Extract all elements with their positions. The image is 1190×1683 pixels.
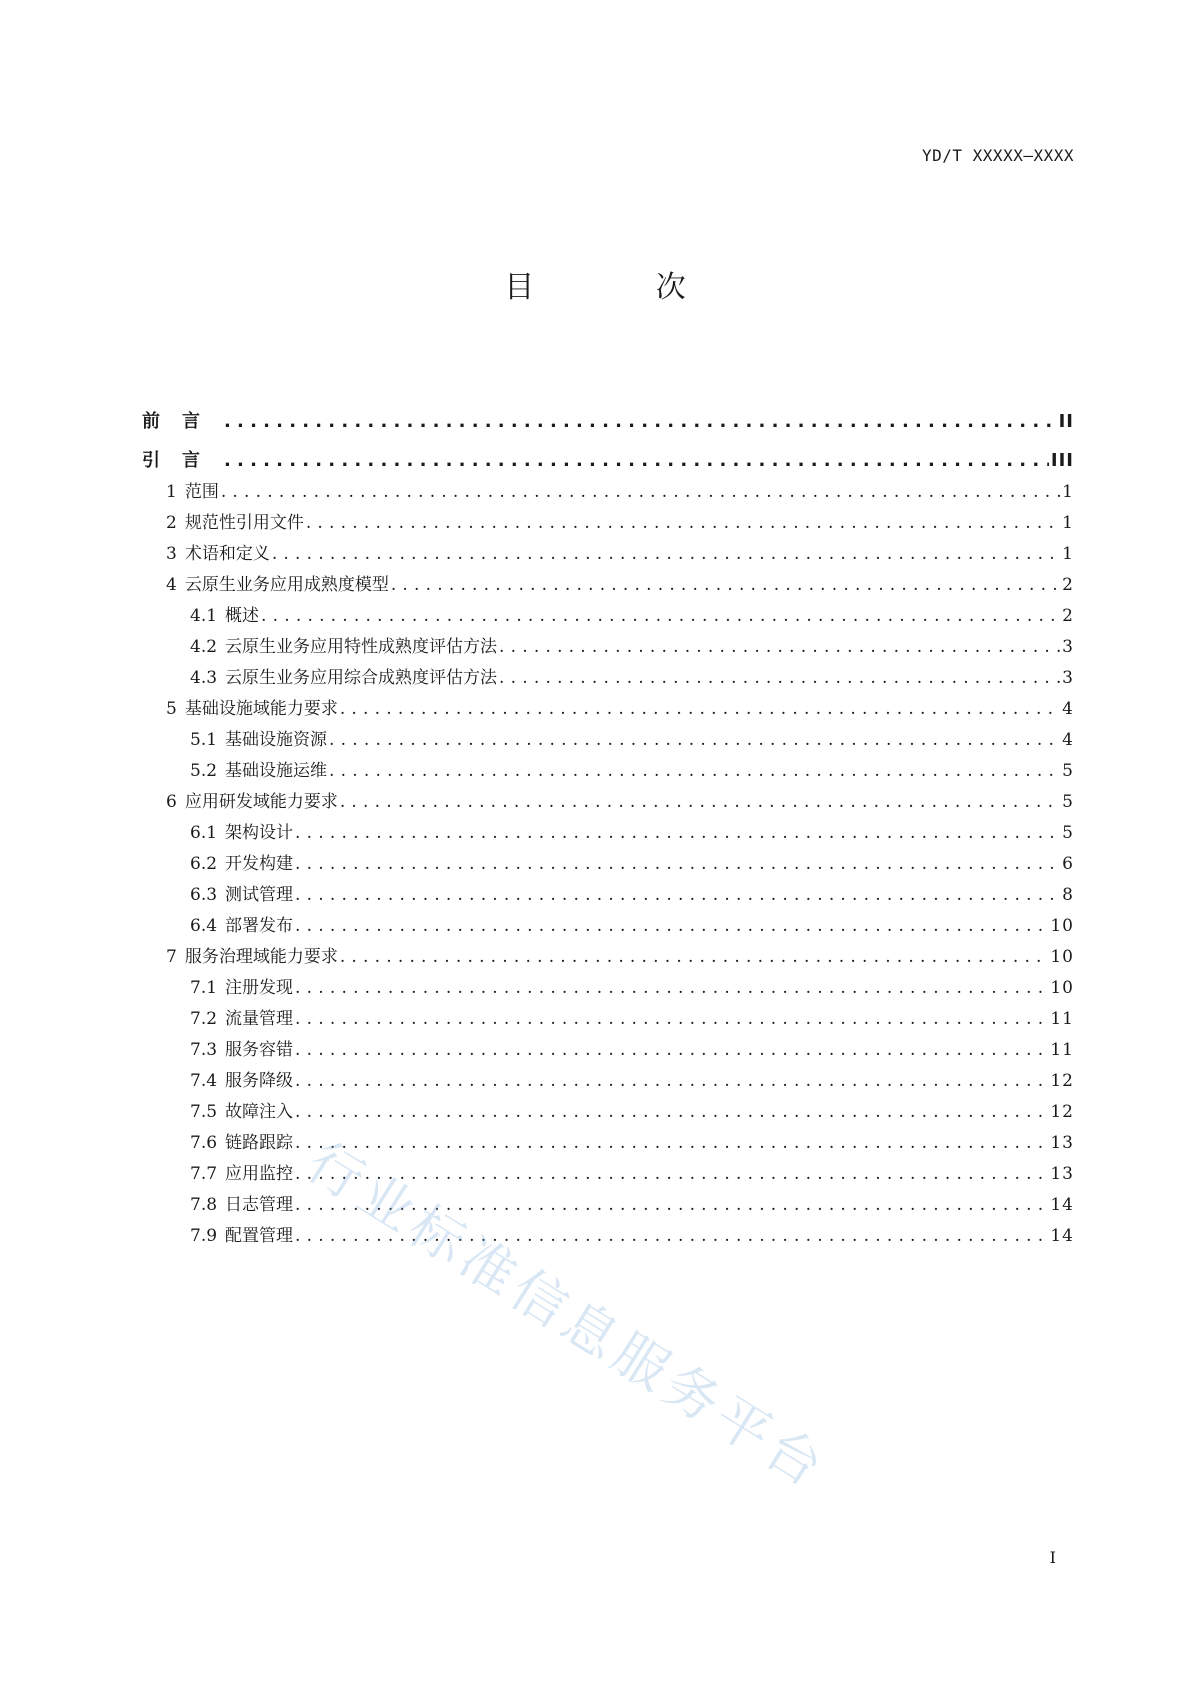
- toc-entry-page: 1: [1062, 513, 1074, 533]
- toc-entry-number: 7.7: [190, 1164, 218, 1184]
- toc-entry-number: 7.8: [190, 1195, 218, 1215]
- toc-leader-dots: [295, 1131, 1048, 1155]
- toc-entry-label: [190, 1038, 293, 1062]
- toc-entry-text: 服务容错: [225, 1040, 294, 1060]
- toc-entry-number: 7: [166, 947, 177, 967]
- toc-entry[interactable]: [142, 1217, 1074, 1248]
- toc-entry-number: 6.2: [190, 854, 218, 874]
- toc-entry-text: 部署发布: [225, 916, 294, 936]
- toc-entry-page: 4: [1062, 730, 1074, 750]
- toc-entry-text: 开发构建: [225, 854, 294, 874]
- toc-leader-dots: [499, 635, 1060, 659]
- toc-leader-dots: [329, 759, 1060, 783]
- toc-entry-label: [190, 666, 497, 690]
- toc-leader-dots: [261, 604, 1060, 628]
- toc-entry-number: 7.6: [190, 1133, 218, 1153]
- toc-entry[interactable]: [142, 1155, 1074, 1186]
- toc-entry-label: [166, 790, 338, 814]
- toc-entry-text: 架构设计: [225, 823, 294, 843]
- toc-leader-dots: [295, 883, 1060, 907]
- toc-entry[interactable]: [142, 690, 1074, 721]
- toc-entry[interactable]: [142, 1093, 1074, 1124]
- toc-entry-page: 13: [1050, 1133, 1074, 1153]
- toc-entry-number: 7.4: [190, 1071, 218, 1091]
- toc-entry-label: [190, 883, 293, 907]
- toc-entry-number: 6.1: [190, 823, 218, 843]
- toc-leader-dots: [340, 945, 1049, 969]
- toc-entry-text: 服务治理域能力要求: [184, 947, 338, 967]
- toc-entry-number: 5.1: [190, 730, 218, 750]
- toc-leader-dots: [391, 573, 1060, 597]
- toc-entry[interactable]: [142, 566, 1074, 597]
- toc-entry[interactable]: [142, 1000, 1074, 1031]
- toc-entry-label: [190, 1162, 293, 1186]
- toc-entry[interactable]: [142, 876, 1074, 907]
- toc-entry-label: [190, 852, 293, 876]
- toc-entry-text: 基础设施资源: [225, 730, 328, 750]
- toc-entry[interactable]: [142, 395, 1074, 434]
- toc-entry-text: 应用监控: [225, 1164, 294, 1184]
- toc-entry-page: III: [1050, 450, 1074, 471]
- toc-entry-text: 服务降级: [225, 1071, 294, 1091]
- toc-entry-page: 5: [1062, 792, 1074, 812]
- toc-entry-number: 7.9: [190, 1226, 218, 1246]
- toc-entry[interactable]: [142, 1124, 1074, 1155]
- toc-leader-dots: [221, 480, 1060, 504]
- toc-entry-number: 2: [166, 513, 177, 533]
- toc-entry-page: 2: [1062, 575, 1074, 595]
- toc-entry-page: 10: [1050, 916, 1074, 936]
- toc-entry[interactable]: [142, 752, 1074, 783]
- toc-leader-dots: [295, 914, 1048, 938]
- toc-entry[interactable]: [142, 535, 1074, 566]
- page-title: 目 次: [504, 270, 742, 305]
- toc-entry-number: 5: [166, 699, 177, 719]
- toc-entry-page: II: [1058, 411, 1074, 432]
- toc-entry-page: 12: [1050, 1102, 1074, 1122]
- toc-leader-dots: [499, 666, 1060, 690]
- toc-entry-label: [166, 697, 338, 721]
- toc-entry[interactable]: [142, 907, 1074, 938]
- toc-leader-dots: [295, 1007, 1048, 1031]
- toc-entry-label: [190, 1069, 293, 1093]
- toc-entry-page: 11: [1050, 1040, 1074, 1060]
- toc-entry[interactable]: [142, 938, 1074, 969]
- toc-entry-text: 概述: [225, 606, 260, 626]
- toc-entry-label: [190, 1100, 293, 1124]
- toc-entry-number: 3: [166, 544, 177, 564]
- toc-entry-number: 7.5: [190, 1102, 218, 1122]
- toc-entry-label: [190, 914, 293, 938]
- toc-entry-label: [190, 604, 259, 628]
- page-number: I: [1049, 1548, 1056, 1567]
- toc-entry-page: 5: [1062, 823, 1074, 843]
- toc-entry-page: 12: [1050, 1071, 1074, 1091]
- toc-leader-dots: [295, 976, 1048, 1000]
- document-code: YD/T XXXXX—XXXX: [922, 146, 1074, 165]
- toc-entry-label: [166, 480, 219, 504]
- toc-entry[interactable]: [142, 628, 1074, 659]
- toc-entry-label: [190, 976, 293, 1000]
- toc-entry-text: 范围: [184, 482, 219, 502]
- toc-leader-dots: [329, 728, 1060, 752]
- toc-entry-number: 4.1: [190, 606, 218, 626]
- toc-leader-dots: [295, 1193, 1048, 1217]
- toc-entry-number: 6.4: [190, 916, 218, 936]
- toc-entry[interactable]: [142, 1186, 1074, 1217]
- toc-entry-text: 配置管理: [225, 1226, 294, 1246]
- toc-entry[interactable]: [142, 597, 1074, 628]
- toc-entry-page: 2: [1062, 606, 1074, 626]
- toc-entry-text: 日志管理: [225, 1195, 294, 1215]
- toc-entry-text: 前言: [142, 411, 222, 432]
- toc-entry-page: 8: [1062, 885, 1074, 905]
- toc-leader-dots: [295, 1038, 1048, 1062]
- toc-entry[interactable]: [142, 969, 1074, 1000]
- toc-entry-label: [166, 511, 304, 535]
- toc-entry-text: 云原生业务应用综合成熟度评估方法: [225, 668, 498, 688]
- toc-leader-dots: [306, 511, 1060, 535]
- toc-entry-text: 引言: [142, 450, 222, 471]
- toc-leader-dots: [295, 1224, 1048, 1248]
- toc-entry-number: 4: [166, 575, 177, 595]
- toc-leader-dots: [340, 790, 1060, 814]
- toc-entry-page: 3: [1062, 668, 1074, 688]
- toc-entry-text: 规范性引用文件: [184, 513, 304, 533]
- toc-entry-page: 13: [1050, 1164, 1074, 1184]
- toc-entry-text: 云原生业务应用特性成熟度评估方法: [225, 637, 498, 657]
- toc-leader-dots: [295, 1162, 1048, 1186]
- toc-entry-page: 5: [1062, 761, 1074, 781]
- toc-entry-page: 11: [1050, 1009, 1074, 1029]
- toc-entry-label: [190, 821, 293, 845]
- toc-entry-page: 1: [1062, 482, 1074, 502]
- toc-leader-dots: [224, 410, 1057, 434]
- toc-entry-label: [166, 542, 270, 566]
- toc-entry-text: 注册发现: [225, 978, 294, 998]
- toc-entry-text: 基础设施域能力要求: [184, 699, 338, 719]
- toc-entry-label: [142, 410, 222, 434]
- toc-entry-page: 14: [1050, 1226, 1074, 1246]
- toc-entry-page: 4: [1062, 699, 1074, 719]
- toc-leader-dots: [340, 697, 1060, 721]
- toc-entry-number: 7.1: [190, 978, 218, 998]
- toc-entry-number: 5.2: [190, 761, 218, 781]
- toc-entry-page: 14: [1050, 1195, 1074, 1215]
- toc-entry-text: 应用研发域能力要求: [184, 792, 338, 812]
- toc-leader-dots: [272, 542, 1060, 566]
- toc-entry-label: [166, 573, 389, 597]
- toc-leader-dots: [295, 1069, 1048, 1093]
- table-of-contents: [142, 395, 1074, 1248]
- toc-entry-label: [190, 728, 327, 752]
- toc-leader-dots: [295, 1100, 1048, 1124]
- toc-entry-number: 6.3: [190, 885, 218, 905]
- toc-entry[interactable]: [142, 659, 1074, 690]
- watermark: 行业标准信息服务平台: [296, 1130, 839, 1502]
- toc-entry-text: 术语和定义: [184, 544, 270, 564]
- toc-entry-label: [190, 1007, 293, 1031]
- toc-entry[interactable]: [142, 1062, 1074, 1093]
- toc-entry-label: [190, 635, 497, 659]
- toc-entry[interactable]: [142, 434, 1074, 473]
- toc-entry-text: 故障注入: [225, 1102, 294, 1122]
- toc-entry-text: 测试管理: [225, 885, 294, 905]
- toc-entry-label: [166, 945, 338, 969]
- toc-entry-label: [190, 1193, 293, 1217]
- toc-entry-text: 云原生业务应用成熟度模型: [184, 575, 389, 595]
- toc-entry-page: 3: [1062, 637, 1074, 657]
- toc-entry[interactable]: [142, 721, 1074, 752]
- toc-entry-number: 4.2: [190, 637, 218, 657]
- toc-entry-number: 6: [166, 792, 177, 812]
- toc-entry[interactable]: [142, 845, 1074, 876]
- toc-entry-text: 基础设施运维: [225, 761, 328, 781]
- toc-entry-page: 10: [1050, 947, 1074, 967]
- toc-entry[interactable]: [142, 783, 1074, 814]
- toc-leader-dots: [295, 821, 1060, 845]
- toc-leader-dots: [224, 449, 1049, 473]
- toc-entry-number: 7.2: [190, 1009, 218, 1029]
- toc-entry-text: 流量管理: [225, 1009, 294, 1029]
- toc-entry[interactable]: [142, 1031, 1074, 1062]
- toc-entry[interactable]: [142, 814, 1074, 845]
- toc-entry-page: 10: [1050, 978, 1074, 998]
- toc-entry-page: 6: [1062, 854, 1074, 874]
- toc-entry[interactable]: [142, 473, 1074, 504]
- toc-entry-label: [190, 759, 327, 783]
- toc-entry[interactable]: [142, 504, 1074, 535]
- toc-entry-label: [190, 1131, 293, 1155]
- toc-entry-page: 1: [1062, 544, 1074, 564]
- toc-leader-dots: [295, 852, 1060, 876]
- toc-entry-label: [190, 1224, 293, 1248]
- toc-entry-number: 1: [166, 482, 177, 502]
- toc-entry-number: 4.3: [190, 668, 218, 688]
- toc-entry-number: 7.3: [190, 1040, 218, 1060]
- toc-entry-text: 链路跟踪: [225, 1133, 294, 1153]
- toc-entry-label: [142, 449, 222, 473]
